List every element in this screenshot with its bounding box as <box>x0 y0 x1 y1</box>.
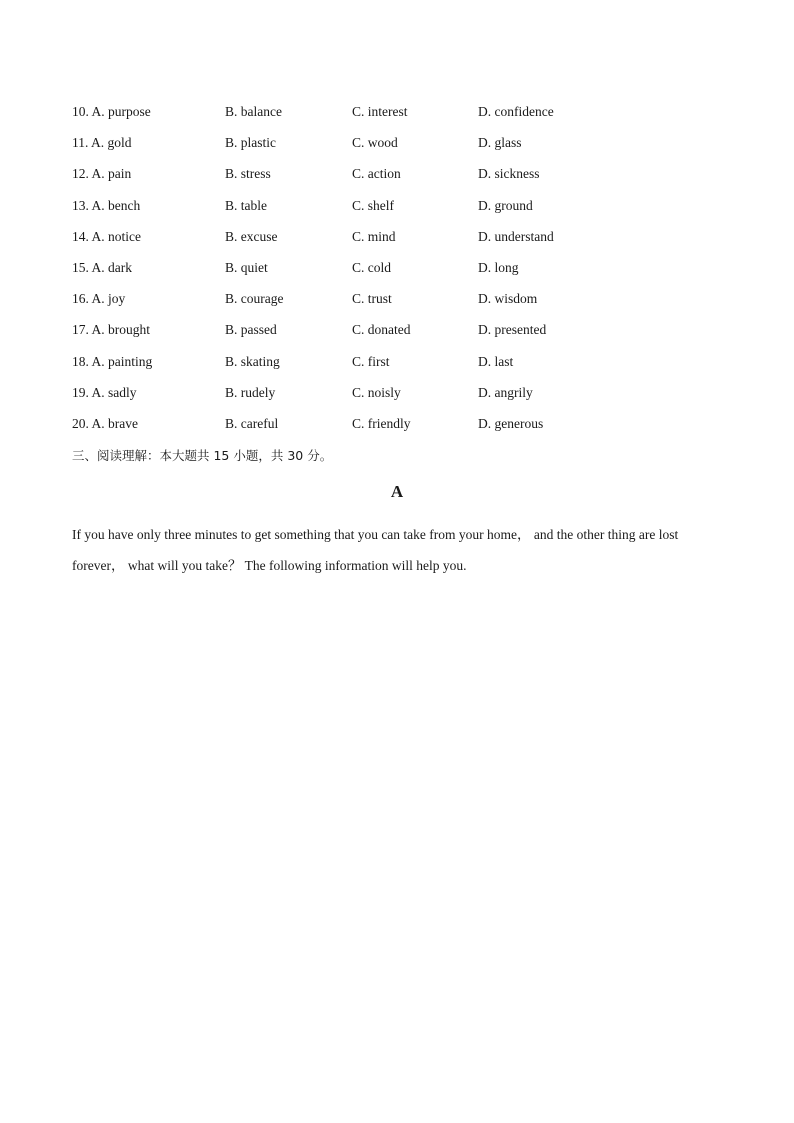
answer-options-list <box>72 103 732 446</box>
question-row-14 <box>72 228 732 259</box>
option-c: C. trust <box>352 291 392 307</box>
question-row-10 <box>72 103 732 134</box>
option-d: D. ground <box>478 197 533 213</box>
option-c: C. donated <box>352 322 411 338</box>
option-a: 14. A. notice <box>72 228 141 244</box>
question-row-20 <box>72 415 732 446</box>
option-b: B. plastic <box>225 135 276 151</box>
question-row-17 <box>72 321 732 352</box>
passage-line: If you have only three minutes to get something that you can take from your home， and the other thing are lost <box>72 527 679 542</box>
option-b: B. passed <box>225 322 277 338</box>
option-a: 18. A. painting <box>72 353 153 369</box>
passage-text <box>72 519 722 581</box>
option-b: B. balance <box>225 104 282 119</box>
section-heading: 三、阅读理解：本大题共 15 小题，共 30 分。 <box>72 448 333 463</box>
passage-title: A <box>390 482 404 501</box>
option-d: D. understand <box>478 228 554 244</box>
question-row-15 <box>72 259 732 290</box>
option-a: 15. A. dark <box>72 259 132 275</box>
option-c: C. friendly <box>352 415 411 431</box>
option-b: B. stress <box>225 166 271 182</box>
question-row-18 <box>72 353 732 384</box>
option-d: D. angrily <box>478 384 533 400</box>
option-d: D. sickness <box>478 166 540 182</box>
option-d: D. confidence <box>478 104 554 119</box>
option-c: C. shelf <box>352 197 394 213</box>
option-c: C. noisly <box>352 384 401 400</box>
passage-line: forever， what will you take？ The following information will help you. <box>72 558 467 573</box>
option-c: C. interest <box>352 104 408 119</box>
question-row-12 <box>72 165 732 196</box>
question-row-11 <box>72 134 732 165</box>
option-d: D. presented <box>478 322 547 338</box>
option-a: 17. A. brought <box>72 322 151 338</box>
option-d: D. glass <box>478 135 522 151</box>
option-c: C. mind <box>352 228 396 244</box>
option-a: 19. A. sadly <box>72 384 137 400</box>
option-c: C. first <box>352 353 390 369</box>
option-c: C. cold <box>352 259 391 275</box>
option-d: D. generous <box>478 415 544 431</box>
option-a: 12. A. pain <box>72 166 132 182</box>
option-a: 20. A. brave <box>72 415 138 431</box>
option-b: B. table <box>225 197 267 213</box>
option-a: 16. A. joy <box>72 291 126 307</box>
option-b: B. quiet <box>225 259 268 275</box>
option-a: 11. A. gold <box>72 135 132 151</box>
option-c: C. wood <box>352 135 398 151</box>
option-b: B. courage <box>225 291 284 307</box>
option-a: 13. A. bench <box>72 197 141 213</box>
option-b: B. careful <box>225 415 279 431</box>
question-row-19 <box>72 384 732 415</box>
question-row-16 <box>72 290 732 321</box>
option-b: B. excuse <box>225 228 278 244</box>
option-d: D. wisdom <box>478 291 538 307</box>
option-d: D. long <box>478 259 519 275</box>
option-b: B. skating <box>225 353 280 369</box>
option-a: 10. A. purpose <box>72 104 151 119</box>
option-c: C. action <box>352 166 401 182</box>
option-b: B. rudely <box>225 384 276 400</box>
question-row-13 <box>72 197 732 228</box>
option-d: D. last <box>478 353 514 369</box>
